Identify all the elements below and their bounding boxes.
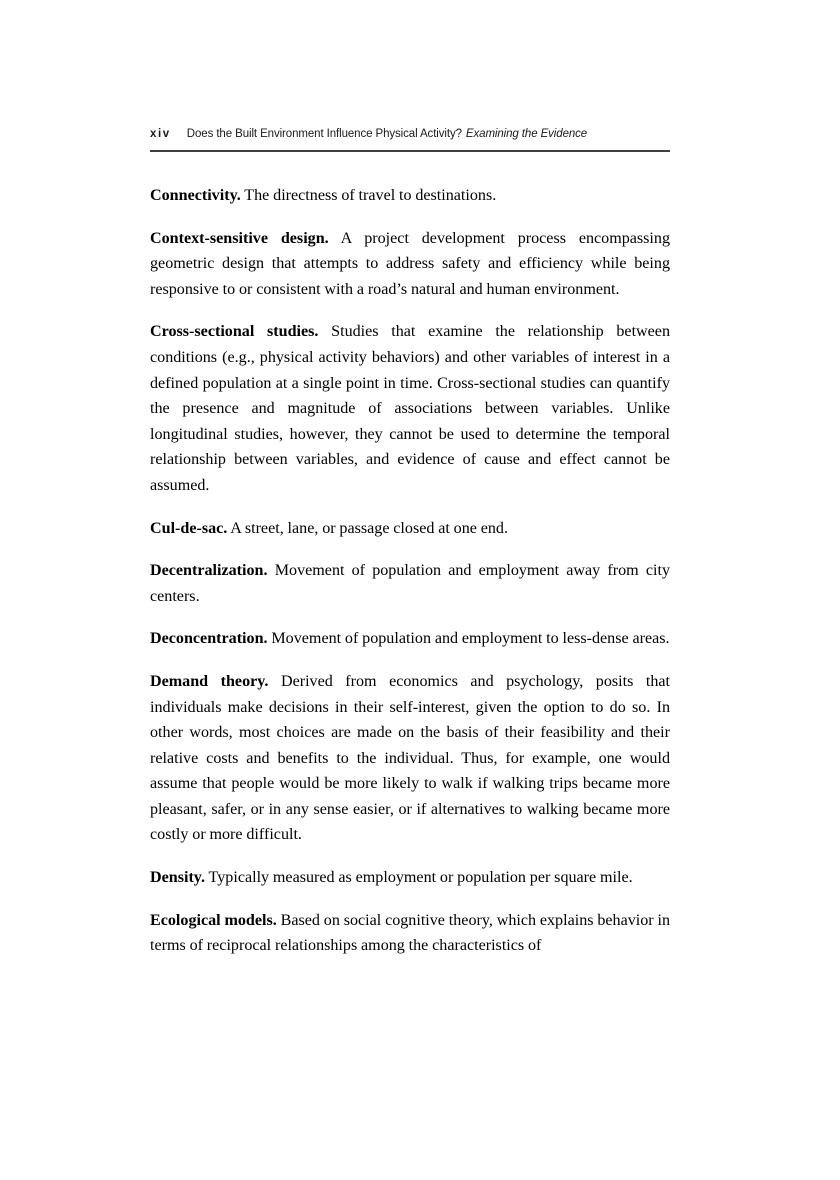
glossary-definition: The directness of travel to destinations.	[244, 187, 497, 204]
glossary-term: Deconcentration.	[150, 630, 268, 648]
glossary-entry	[150, 908, 670, 959]
glossary-definition: Typically measured as employment or population per square mile.	[208, 869, 633, 887]
glossary-entry	[150, 669, 670, 848]
glossary-entry	[150, 865, 670, 891]
glossary-entries-column	[150, 183, 670, 959]
glossary-definition: Derived from economics and psychology, posits that individuals make decisions in their self-interest, given the option to do so. In other words, most choices are made on the basis of their feasibility and their relative costs and benefits to the individual. Thus, for example, one would assume that people would be more likely to walk if walking trips became more pleasant, safer, or in any sense easier, or if alternatives to walking became more costly or more difficult.	[150, 672, 670, 844]
glossary-definition: Movement of population and employment away from city centers.	[150, 562, 670, 605]
glossary-term: Ecological models.	[150, 911, 277, 929]
glossary-entry	[150, 183, 670, 209]
glossary-term: Connectivity.	[150, 187, 241, 204]
glossary-term: Context-sensitive design.	[150, 229, 329, 247]
glossary-entry	[150, 626, 670, 652]
glossary-definition: Movement of population and employment to less-dense areas.	[271, 630, 670, 648]
glossary-entry	[150, 226, 670, 303]
glossary-term: Decentralization.	[150, 562, 268, 580]
glossary-term: Demand theory.	[150, 672, 269, 690]
glossary-definition: Studies that examine the relationship between conditions (e.g., physical activity behaviors) and other variables of interest in a defined population at a single point in time. Cross-sectional studies can quantify the presence and magnitude of associations between variables. Unlike longitudinal studies, however, they cannot be used to determine the temporal relationship between variables, and evidence of cause and effect cannot be assumed.	[150, 323, 670, 494]
glossary-term: Cul-de-sac.	[150, 519, 228, 537]
glossary-entry	[150, 516, 670, 542]
running-head-subtitle: Examining the Evidence	[465, 128, 588, 140]
glossary-entry	[150, 319, 670, 498]
page-folio-number: xiv	[150, 128, 171, 140]
glossary-term: Density.	[150, 869, 205, 887]
glossary-term: Cross-sectional studies.	[150, 323, 319, 341]
glossary-definition: Based on social cognitive theory, which explains behavior in terms of reciprocal relationships among the characteristics of	[150, 911, 670, 955]
glossary-entry	[150, 558, 670, 609]
glossary-definition: A project development process encompassing geometric design that attempts to address safety and efficiency while being responsive to or consistent with a road’s natural and human environment.	[150, 229, 670, 298]
running-head-title: Does the Built Environment Influence Physical Activity?	[186, 128, 462, 140]
glossary-definition: A street, lane, or passage closed at one end.	[230, 519, 508, 537]
running-head-rule	[150, 150, 670, 152]
running-head	[150, 128, 670, 150]
